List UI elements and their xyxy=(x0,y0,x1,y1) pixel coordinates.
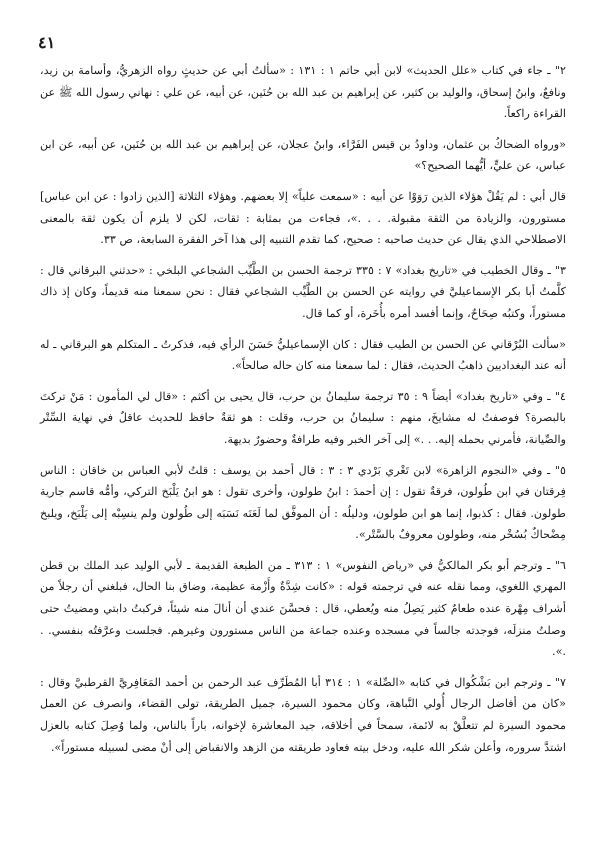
paragraph-footnote-4: ٤" ـ وفي «تاريخ بغداد» أيضاً ٩ : ٣٥ ترجمة سليمانُ بن حرب، قال يحيى بن أكثم : «قال لي المأمون : مَنْ تركتَ بالبصرة؟ فوصفتُ له مشايخَ، منهم : سليمانُ بن حرب، وقلت : هو ثقةٌ حافظ للحديث عاقلٌ في نهاية السِّتْر والصِّيانة، فأمرني بحمله إليه. . .» إلى آخر الخبر وفيه طرافةٌ وحضورٌ بديهة. xyxy=(40,389,567,446)
page-number: ٤١ xyxy=(38,33,56,52)
paragraph-footnote-5: ٥" ـ وفي «النجوم الزاهرة» لابن تَغْري بَرْدي ٣ : ٣ : قال أحمد بن يوسف : قلتُ لأبي العباس بن خاقان : الناس فِرقتان في ابن طُولون، فرقةٌ تقول : إن أحمدَ : ابنُ طولون، وأخرى تقول : هو ابنُ يَلْبَخ التركي، وأمُّه قاسم جارية طولون. فقال : كذبوا، إنما هو ابن طولون، ودليلُه : أن الموفَّق لما لَعَنَه نَسَبَه إلى طُولون ولم ينسِبْه إلى يَلْبَخ، ويلبخ مِضْحاكٌ بُسُخْر منه، وطولون معروفٌ بالسَّتْر». xyxy=(40,463,566,542)
paragraph-footnote-2-continued: «ورواه الضحاكُ بن عثمان، وداودُ بن قيس الفَرَّاء، وابنُ عجلان، عن إبراهيم بن عبد الله بن حُنَين، عن أبيه، عن ابن عباس، عن عليٍّ، أيُّهما الصحيح؟» xyxy=(40,137,566,173)
paragraph-footnote-3: ٣" ـ وقال الخطيب في «تاريخ بغداد» ٧ : ٣٣٥ ترجمة الحسن بن الطَّيِّب الشجاعي البلخي : «حدثني البرقاني قال : كلَّمتُ أبا بكر الإسماعيليَّ في روايته عن الحسن بن الطَّيِّب الشجاعي فقال : نحن سمعنا منه قديماً، وكان إذ ذاك مستوراً، وكتبُه صِحَاحٌ، وإنما أفسد أمره بأُخَرة، أو كما قال. xyxy=(40,263,566,320)
paragraph-footnote-7: ٧" ـ وترجم ابن بَشْكُوال في كتابه «الصِّلة» ١ : ٣١٤ أبا المُطَرِّف عبد الرحمن بن أحمد المَعَافِريَّ القرطبيَّ وقال : «كان من أفاضل الرجال أُولي النَّباهة، وكان محمود السيرة، جميل الطريقة، تولى القضاء، وانصرف عن العمل محمود السيرة لم تتعلَّقْ به لائمة، سمحاً في أخلاقه، جيد المعاشرة لإخوانه، باراً بالناس، ولما وُصِلَ كتابه بالعزل اشتدَّ سروره، وأعلن شكر الله عليه، ودخل بيته فعاود طريقته من الزهد والانقباض إلى أنْ مضى لسبيله مستوراً». xyxy=(40,675,566,754)
paragraph-footnote-3-continued: «سألت البُرْقاني عن الحسن بن الطيب فقال : كان الإسماعيليُّ حَسَنَ الرأي فيه، فذكرتُ ـ المتكلم هو البرقاني ـ له أنه عند البغداديين ذاهبُ الحديث، فقال : لما سمعنا منه كان حاله صالحاً». xyxy=(40,337,566,373)
page-body xyxy=(40,60,566,767)
paragraph-abu-hatim-comment: قال أبي : لم يَقُلْ هؤلاء الذين رَوَوْا عن أبيه : «سمعت علياً» إلا بعضهم. وهؤلاء الثلاثة [الذين زادوا : عن ابن عباس] مستورون، والزيادة من الثقة مقبولة. . . .»، فجاءت من بمثابة : ثقات، لكن لا يلزم أن يكون ثقة بالمعنى الاصطلاحي الذي يقال عن حديث صاحبه : صحيح، كما تقدم التنبيه إلى هذا آخر الفقرة السابعة، ص ٣٣. xyxy=(40,189,566,247)
paragraph-footnote-2: ٢" ـ جاء في كتاب «علل الحديث» لابن أبي حاتم ١ : ١٣١ : «سألتُ أبي عن حديثٍ رواه الزهريُّ، وأسامة بن زيد، ونافعٌ، وابنُ إسحاق، والوليد بن كثير، عن إبراهيم بن عبد الله بن حُنَين، عن أبيه، عن علي : نهاني رسول الله ﷺ عن القراءة راكعاً. xyxy=(40,64,566,121)
paragraph-footnote-6: ٦" ـ وترجم أبو بكر المالكيُّ في «رياض النفوس» ١ : ٣١٣ ـ من الطبعة القديمة ـ لأبي الوليد عبد الملك بن قطن المهري اللغوي، ومما نقله عنه في ترجمته قوله : «كانت شِدَّةٌ وأَزْمة عظيمة، وضاق بنا الحال، فبلغني أن رجلاً من أشراف مِهْرة عنده طعامٌ كثير يَصِلُ منه ويُعطي، قال : فحسَّنَ عندي أن أنالَ منه شيئاً، فركبتُ دابتي ومضيتُ حتى وصلتُ منزلَه، فوجدته جالساً في مسجده وعنده جماعة من الناس مستورون وغيرهم. فجلست وعرَّفتُه بنفسي. . .». xyxy=(40,558,566,659)
